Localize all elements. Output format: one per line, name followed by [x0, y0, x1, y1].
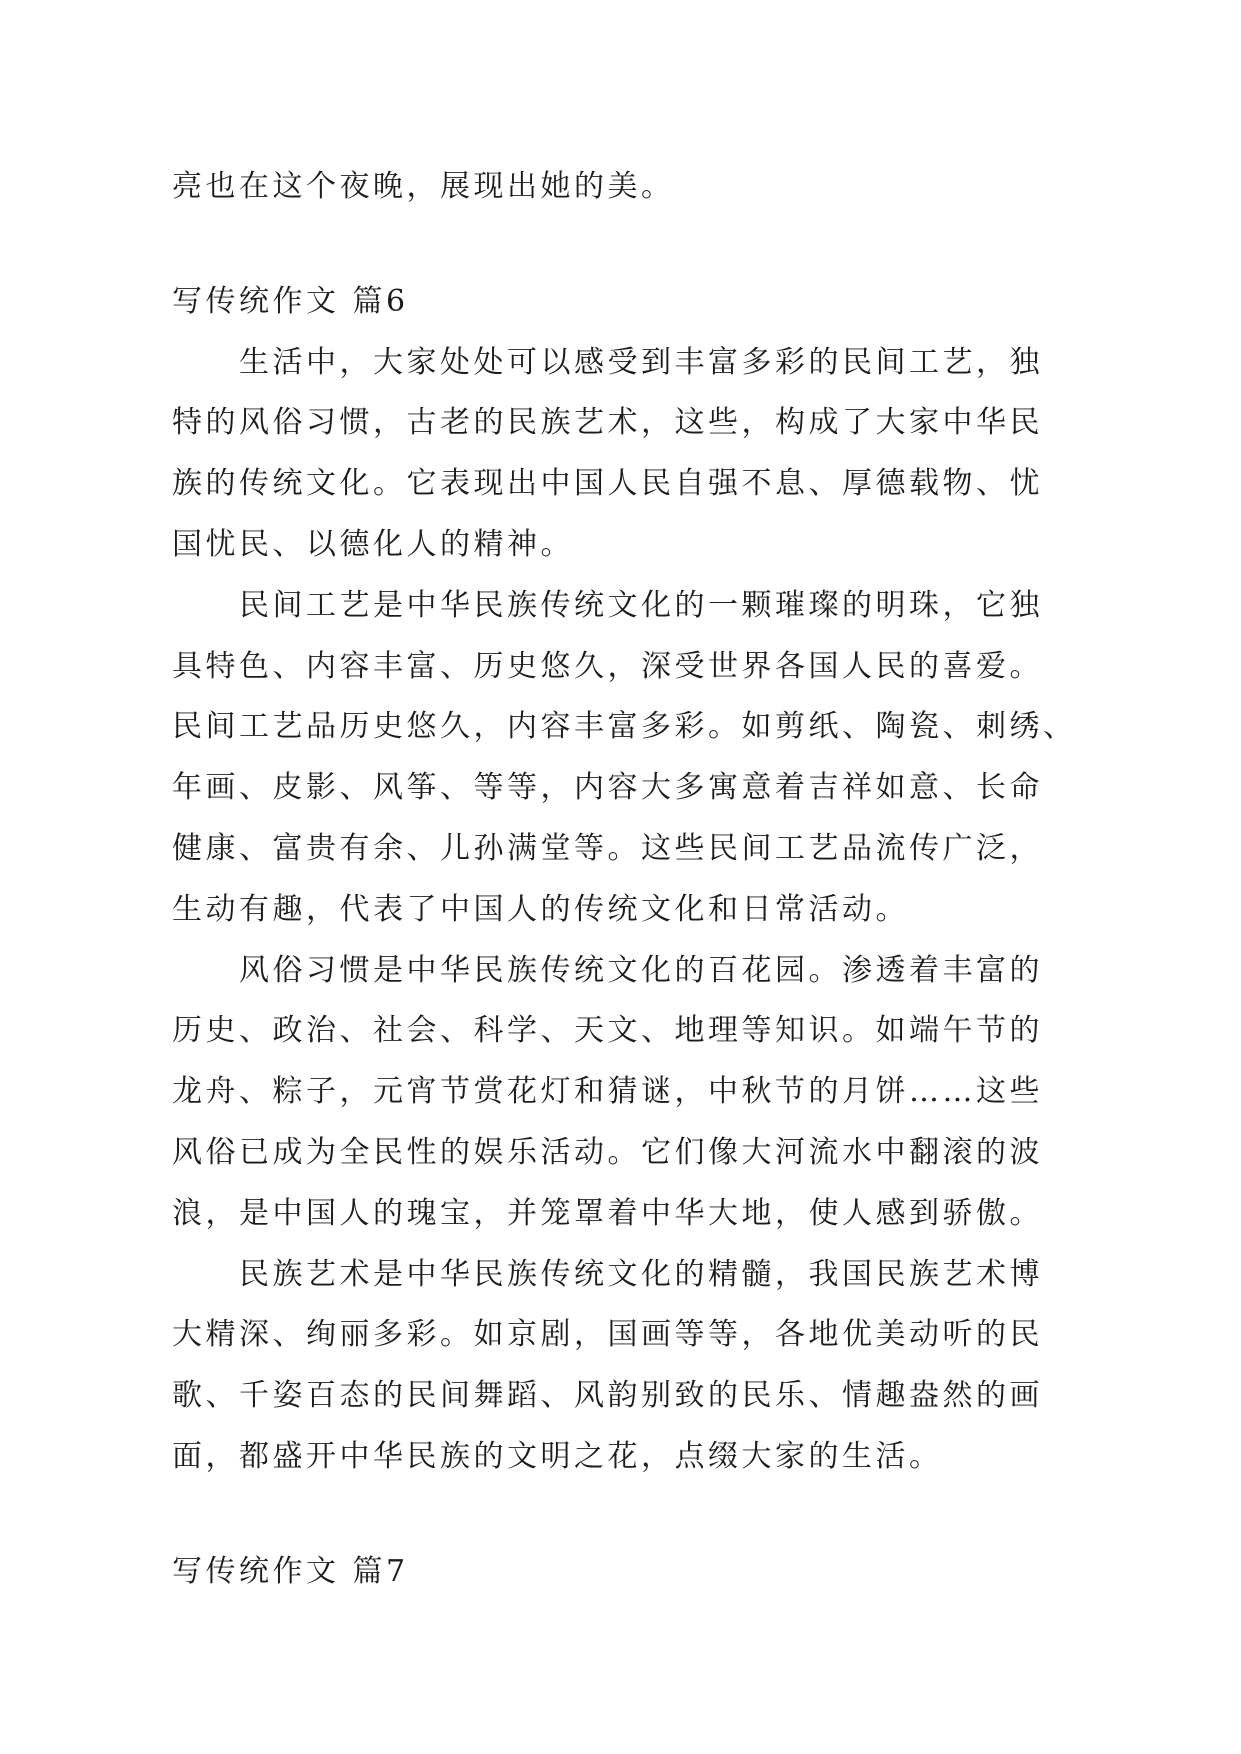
text-line: 面，都盛开中华民族的文明之花，点缀大家的生活。: [172, 1438, 943, 1474]
text-line: 亮也在这个夜晚，展现出她的美。: [172, 169, 675, 204]
text-line: 龙舟、粽子，元宵节赏花灯和猜谜，中秋节的月饼……这些: [172, 1074, 1043, 1110]
continuation-paragraph: [172, 157, 1241, 218]
text-line: 歌、千姿百态的民间舞蹈、风韵别致的民乐、情趣盎然的画: [172, 1378, 1043, 1414]
paragraph: [172, 1245, 1241, 1488]
section-heading: 写传统作文 篇7: [172, 1553, 409, 1589]
text-line: 民族艺术是中华民族传统文化的精髓，我国民族艺术博: [239, 1256, 1043, 1292]
text-line: 特的风俗习惯，古老的民族艺术，这些，构成了大家中华民: [172, 405, 1043, 441]
paragraph: [172, 576, 1241, 941]
paragraph: [172, 333, 1241, 576]
text-line: 生动有趣，代表了中国人的传统文化和日常活动。: [172, 891, 909, 927]
text-line: 风俗已成为全民性的娱乐活动。它们像大河流水中翻滚的波: [172, 1134, 1043, 1170]
text-line: 大精深、绚丽多彩。如京剧，国画等等，各地优美动听的民: [172, 1317, 1043, 1353]
section-7: [172, 1542, 1241, 1603]
text-line: 健康、富贵有余、儿孙满堂等。这些民间工艺品流传广泛，: [172, 830, 1043, 866]
text-line: 历史、政治、社会、科学、天文、地理等知识。如端午节的: [172, 1013, 1043, 1049]
text-line: 族的传统文化。它表现出中国人民自强不息、厚德载物、忧: [172, 466, 1043, 502]
section-6: [172, 272, 1241, 1488]
text-line: 国忧民、以德化人的精神。: [172, 526, 574, 562]
section-heading: 写传统作文 篇6: [172, 283, 409, 319]
text-line: 民间工艺品历史悠久，内容丰富多彩。如剪纸、陶瓷、刺绣、: [172, 709, 1077, 745]
text-line: 具特色、内容丰富、历史悠久，深受世界各国人民的喜爱。: [172, 648, 1043, 684]
text-line: 生活中，大家处处可以感受到丰富多彩的民间工艺，独: [239, 344, 1043, 380]
text-line: 浪，是中国人的瑰宝，并笼罩着中华大地，使人感到骄傲。: [172, 1195, 1043, 1231]
text-line: 民间工艺是中华民族传统文化的一颗璀璨的明珠，它独: [239, 587, 1043, 623]
text-line: 年画、皮影、风筝、等等，内容大多寓意着吉祥如意、长命: [172, 770, 1043, 806]
paragraph: [172, 941, 1241, 1245]
text-line: 风俗习惯是中华民族传统文化的百花园。渗透着丰富的: [239, 952, 1043, 988]
